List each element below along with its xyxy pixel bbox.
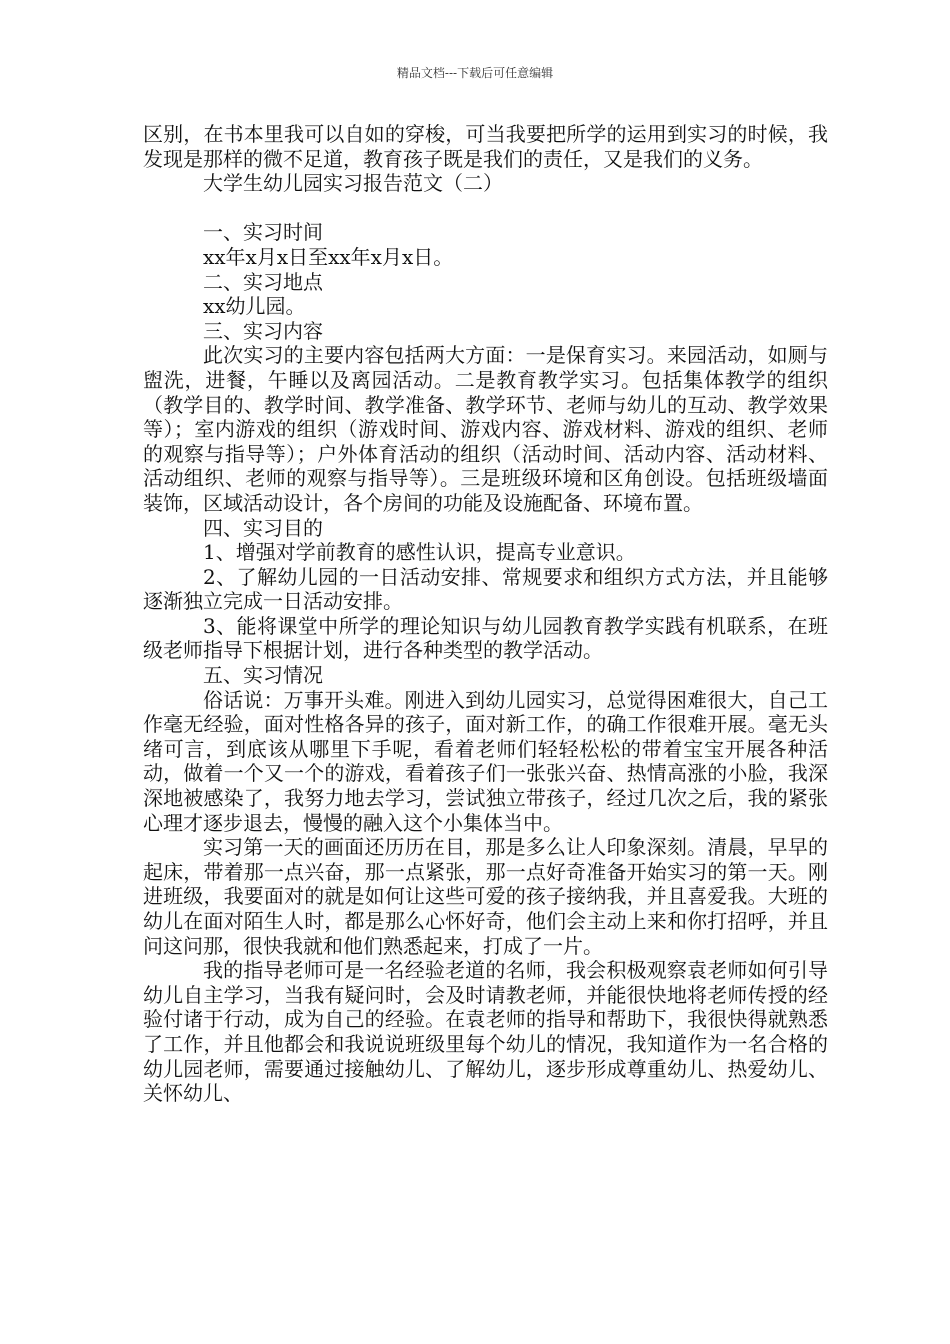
goal-item-2: 2、了解幼儿园的一日活动安排、常规要求和组织方式方法，并且能够逐渐独立完成一日活动安排。	[143, 564, 828, 614]
situation-paragraph-2: 实习第一天的画面还历历在目，那是多么让人印象深刻。清晨，早早的起床，带着那一点兴奋，那一点紧张，那一点好奇准备开始实习的第一天。刚进班级，我要面对的就是如何让这些可爱的孩子接纳我，并且喜爱我。大班的幼儿在面对陌生人时，都是那么心怀好奇，他们会主动上来和你打招呼，并且问这问那，很快我就和他们熟悉起来，打成了一片。	[143, 835, 828, 958]
heading-internship-situation: 五、实习情况	[203, 663, 323, 688]
heading-internship-content: 三、实习内容	[203, 318, 323, 343]
situation-paragraph-1: 俗话说：万事开头难。刚进入到幼儿园实习，总觉得困难很大，自己工作毫无经验，面对性格各异的孩子，面对新工作，的确工作很难开展。毫无头绪可言，到底该从哪里下手呢，看着老师们轻轻松松的带着宝宝开展各种活动，做着一个又一个的游戏，看着孩子们一张张兴奋、热情高涨的小脸，我深深地被感染了，我努力地去学习，尝试独立带孩子，经过几次之后，我的紧张心理才逐步退去，慢慢的融入这个小集体当中。	[143, 687, 828, 835]
internship-time-value: xx年x月x日至xx年x月x日。	[203, 244, 454, 269]
paragraph-continuation: 区别，在书本里我可以自如的穿梭，可当我要把所学的运用到实习的时候，我发现是那样的微不足道，教育孩子既是我们的责任，又是我们的义务。	[143, 122, 828, 171]
heading-internship-location: 二、实习地点	[203, 269, 323, 294]
situation-paragraph-3: 我的指导老师可是一名经验老道的名师，我会积极观察袁老师如何引导幼儿自主学习，当我有疑问时，会及时请教老师，并能很快地将老师传授的经验付诸于行动，成为自己的经验。在袁老师的指导和帮助下，我很快得就熟悉了工作，并且他都会和我说说班级里每个幼儿的情况，我知道作为一名合格的幼儿园老师，需要通过接触幼儿、了解幼儿，逐步形成尊重幼儿、热爱幼儿、关怀幼儿、	[143, 958, 828, 1106]
goal-item-3: 3、能将课堂中所学的理论知识与幼儿园教育教学实践有机联系，在班级老师指导下根据计划，进行各种类型的教学活动。	[143, 613, 828, 663]
blank-line	[143, 196, 828, 221]
heading-internship-time: 一、实习时间	[203, 220, 323, 245]
page-header: 精品文档---下载后可任意编辑	[396, 66, 554, 80]
heading-internship-goals: 四、实习目的	[203, 515, 323, 540]
section-title: 大学生幼儿园实习报告范文（二）	[203, 171, 503, 196]
internship-location-value: xx幼儿园。	[203, 294, 306, 319]
internship-content-paragraph: 此次实习的主要内容包括两大方面：一是保育实习。来园活动，如厕与盥洗，进餐，午睡以及离园活动。二是教育教学实习。包括集体教学的组织（教学目的、教学时间、教学准备、教学环节、老师与幼儿的互动、教学效果等）；室内游戏的组织（游戏时间、游戏内容、游戏材料、游戏的组织、老师的观察与指导等）；户外体育活动的组织（活动时间、活动内容、活动材料、活动组织、老师的观察与指导等）。三是班级环境和区角创设。包括班级墙面装饰，区域活动设计，各个房间的功能及设施配备、环境布置。	[143, 343, 828, 515]
goal-item-1: 1、增强对学前教育的感性认识，提高专业意识。	[203, 540, 636, 565]
document-body	[143, 122, 828, 1106]
